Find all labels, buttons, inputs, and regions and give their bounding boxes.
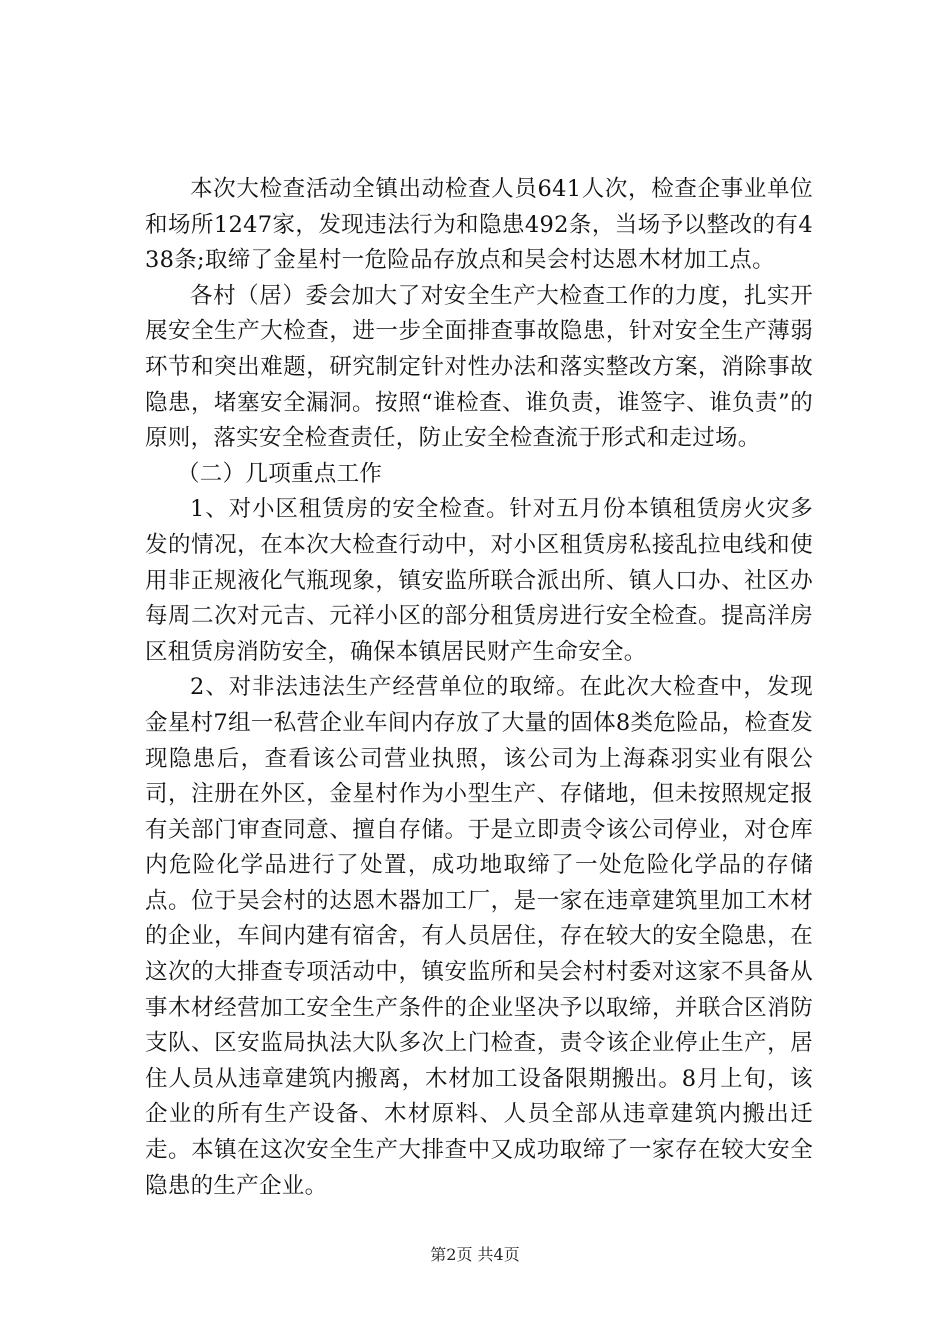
list-item-rental-housing: 1、对小区租赁房的安全检查。针对五月份本镇租赁房火灾多发的情况，在本次大检查行动中，对小区租赁房私接乱拉电线和使用非正规液化气瓶现象，镇安监所联合派出所、镇人口办、社区办每周二次对元吉、元祥小区的部分租赁房进行安全检查。提高洋房区租赁房消防安全，确保本镇居民财产生命安全。 <box>145 496 813 665</box>
list-item-illegal-units: 2、对非法违法生产经营单位的取缔。在此次大检查中，发现金星村7组一私营企业车间内存放了大量的固体8类危险品，检查发现隐患后，查看该公司营业执照，该公司为上海森羽实业有限公司，注册在外区，金星村作为小型生产、存储地，但未按照规定报有关部门审查同意、擅自存储。于是立即责令该公司停业，对仓库内危险化学品进行了处置，成功地取缔了一处危险化学品的存储点。位于吴会村的达恩木器加工厂，是一家在违章建筑里加工木材的企业，车间内建有宿舍，有人员居住，存在较大的安全隐患，在这次的大排查专项活动中，镇安监所和吴会村村委对这家不具备从事木材经营加工安全生产条件的企业坚决予以取缔，并联合区消防支队、区安监局执法大队多次上门检查，责令该企业停止生产，居住人员从违章建筑内搬离，木材加工设备限期搬出。8月上旬，该企业的所有生产设备、木材原料、人员全部从违章建筑内搬出迁走。本镇在这次安全生产大排查中又成功取缔了一家存在较大安全隐患的生产企业。 <box>145 674 813 1199</box>
document-body <box>145 172 813 1204</box>
section-heading: （二）几项重点工作 <box>177 460 383 487</box>
page-number-footer: 第2页 共4页 <box>430 1245 520 1264</box>
paragraph-inspection-summary: 本次大检查活动全镇出动检查人员641人次，检查企事业单位和场所1247家，发现违法行为和隐患492条，当场予以整改的有438条;取缔了金星村一危险品存放点和吴会村达恩木材加工点。 <box>145 176 813 274</box>
paragraph-village-committees: 各村（居）委会加大了对安全生产大检查工作的力度，扎实开展安全生产大检查，进一步全面排查事故隐患，针对安全生产薄弱环节和突出难题，研究制定针对性办法和落实整改方案，消除事故隐患，堵塞安全漏洞。按照“谁检查、谁负责，谁签字、谁负责”的原则，落实安全检查责任，防止安全检查流于形式和走过场。 <box>145 282 813 452</box>
